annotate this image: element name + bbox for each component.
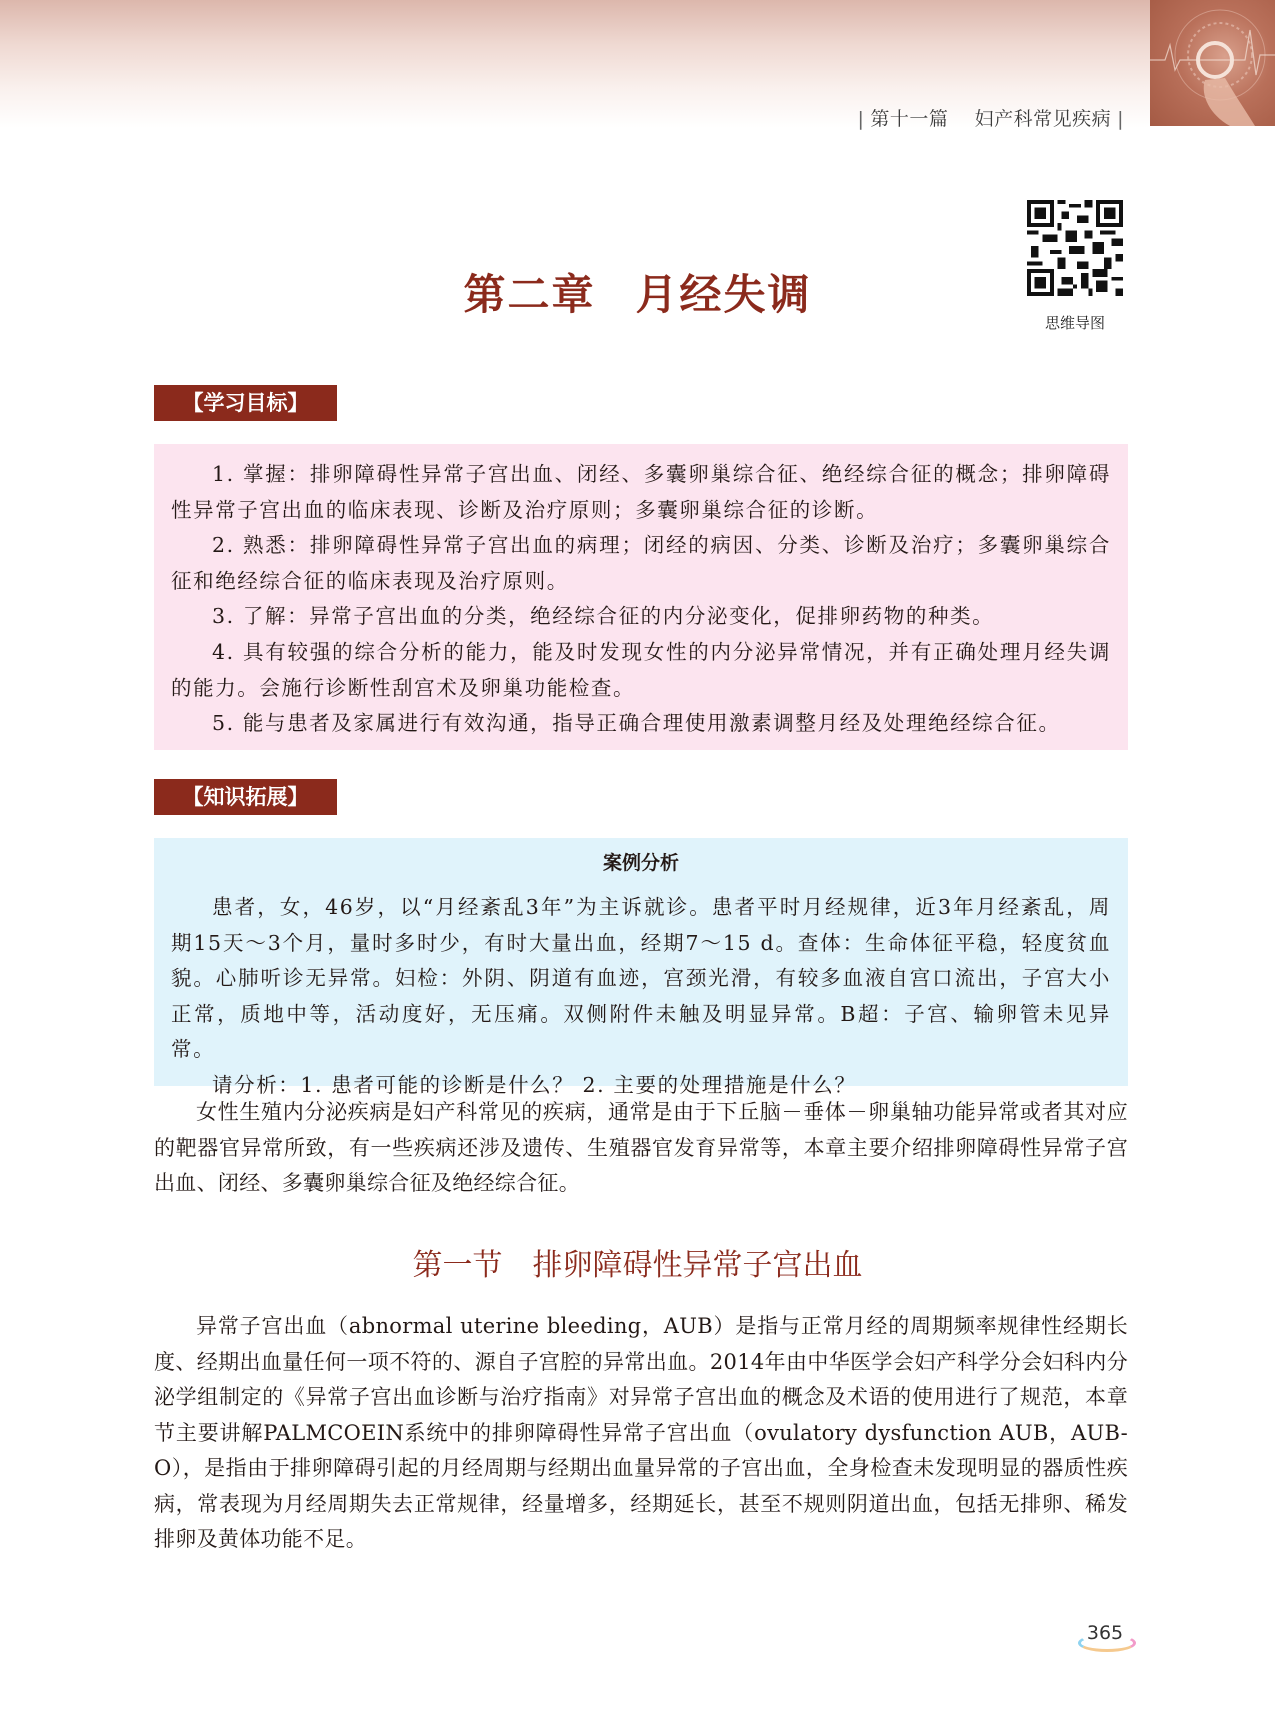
objective-item: 2. 熟悉：排卵障碍性异常子宫出血的病理；闭经的病因、分类、诊断及治疗；多囊卵巢综合征和绝经综合征的临床表现及治疗原则。 <box>171 533 1111 593</box>
qr-code-icon[interactable] <box>1027 200 1123 296</box>
section-paragraph-block <box>154 1309 1128 1558</box>
chapter-number: 第二章 <box>463 270 596 319</box>
separator: | <box>1117 108 1124 130</box>
case-text: 患者，女，46岁，以“月经紊乱3年”为主诉就诊。患者平时月经规律，近3年月经紊乱，周期15天～3个月，量时多时少，有时大量出血，经期7～15 d。查体：生命体征平稳，轻度贫血貌。心肺听诊无异常。妇检：外阴、阴道有血迹，宫颈光滑，有较多血液自宫口流出，子宫大小正常，质地中等，活动度好，无压痛。双侧附件未触及明显异常。B超：子宫、输卵管未见异常。 <box>171 895 1111 1062</box>
qr-caption: 思维导图 <box>1044 314 1105 332</box>
chapter-name: 月经失调 <box>635 270 812 319</box>
objective-item: 5. 能与患者及家属进行有效沟通，指导正确合理使用激素调整月经及处理绝经综合征。 <box>212 711 1061 736</box>
learning-objectives-tag: 【学习目标】 <box>154 385 337 421</box>
section-paragraph: 异常子宫出血（abnormal uterine bleeding，AUB）是指与正常月经的周期频率规律性经期长度、经期出血量任何一项不符的、源自子宫腔的异常出血。2014年由中华医学会妇产科学分会妇科内分泌学组制定的《异常子宫出血诊断与治疗指南》对异常子宫出血的概念及术语的使用进行了规范，本章节主要讲解PALMCOEIN系统中的排卵障碍性异常子宫出血（ovulatory dysfunction AUB，AUB-O），是指由于排卵障碍引起的月经周期与经期出血量异常的子宫出血，全身检查未发现明显的器质性疾病，常表现为月经周期失去正常规律，经量增多，经期延长，甚至不规则阴道出血，包括无排卵、稀发排卵及黄体功能不足。 <box>154 1314 1128 1551</box>
objective-item: 1. 掌握：排卵障碍性异常子宫出血、闭经、多囊卵巢综合征、绝经综合征的概念；排卵障碍性异常子宫出血的临床表现、诊断及治疗原则；多囊卵巢综合征的诊断。 <box>171 462 1111 522</box>
case-title: 案例分析 <box>602 852 679 874</box>
intro-paragraph: 女性生殖内分泌疾病是妇产科常见的疾病，通常是由于下丘脑－垂体－卵巢轴功能异常或者其对应的靶器官异常所致，有一些疾病还涉及遗传、生殖器官发育异常等，本章主要介绍排卵障碍性异常子宫出血、闭经、多囊卵巢综合征及绝经综合征。 <box>154 1100 1128 1195</box>
page-number: 365 <box>1086 1622 1124 1644</box>
separator: | <box>857 108 865 130</box>
running-header <box>851 104 1130 131</box>
section-heading <box>0 1240 1275 1284</box>
objective-item: 3. 了解：异常子宫出血的分类，绝经综合征的内分泌变化，促排卵药物的种类。 <box>212 604 995 629</box>
part-title: 妇产科常见疾病 <box>974 108 1112 130</box>
knowledge-extension-tag: 【知识拓展】 <box>154 779 337 815</box>
part-number: 第十一篇 <box>870 108 949 130</box>
objective-item: 4. 具有较强的综合分析的能力，能及时发现女性的内分泌异常情况，并有正确处理月经失调的能力。会施行诊断性刮宫术及卵巢功能检查。 <box>171 639 1111 700</box>
section-title: 排卵障碍性异常子宫出血 <box>532 1248 863 1283</box>
stethoscope-image <box>1150 0 1275 126</box>
case-analysis-box <box>154 838 1128 1097</box>
section-number: 第一节 <box>412 1248 503 1283</box>
case-question: 请分析：1. 患者可能的诊断是什么？ 2. 主要的处理措施是什么？ <box>212 1072 857 1097</box>
learning-objectives-box <box>154 444 1128 750</box>
intro-paragraph-block <box>154 1095 1128 1202</box>
